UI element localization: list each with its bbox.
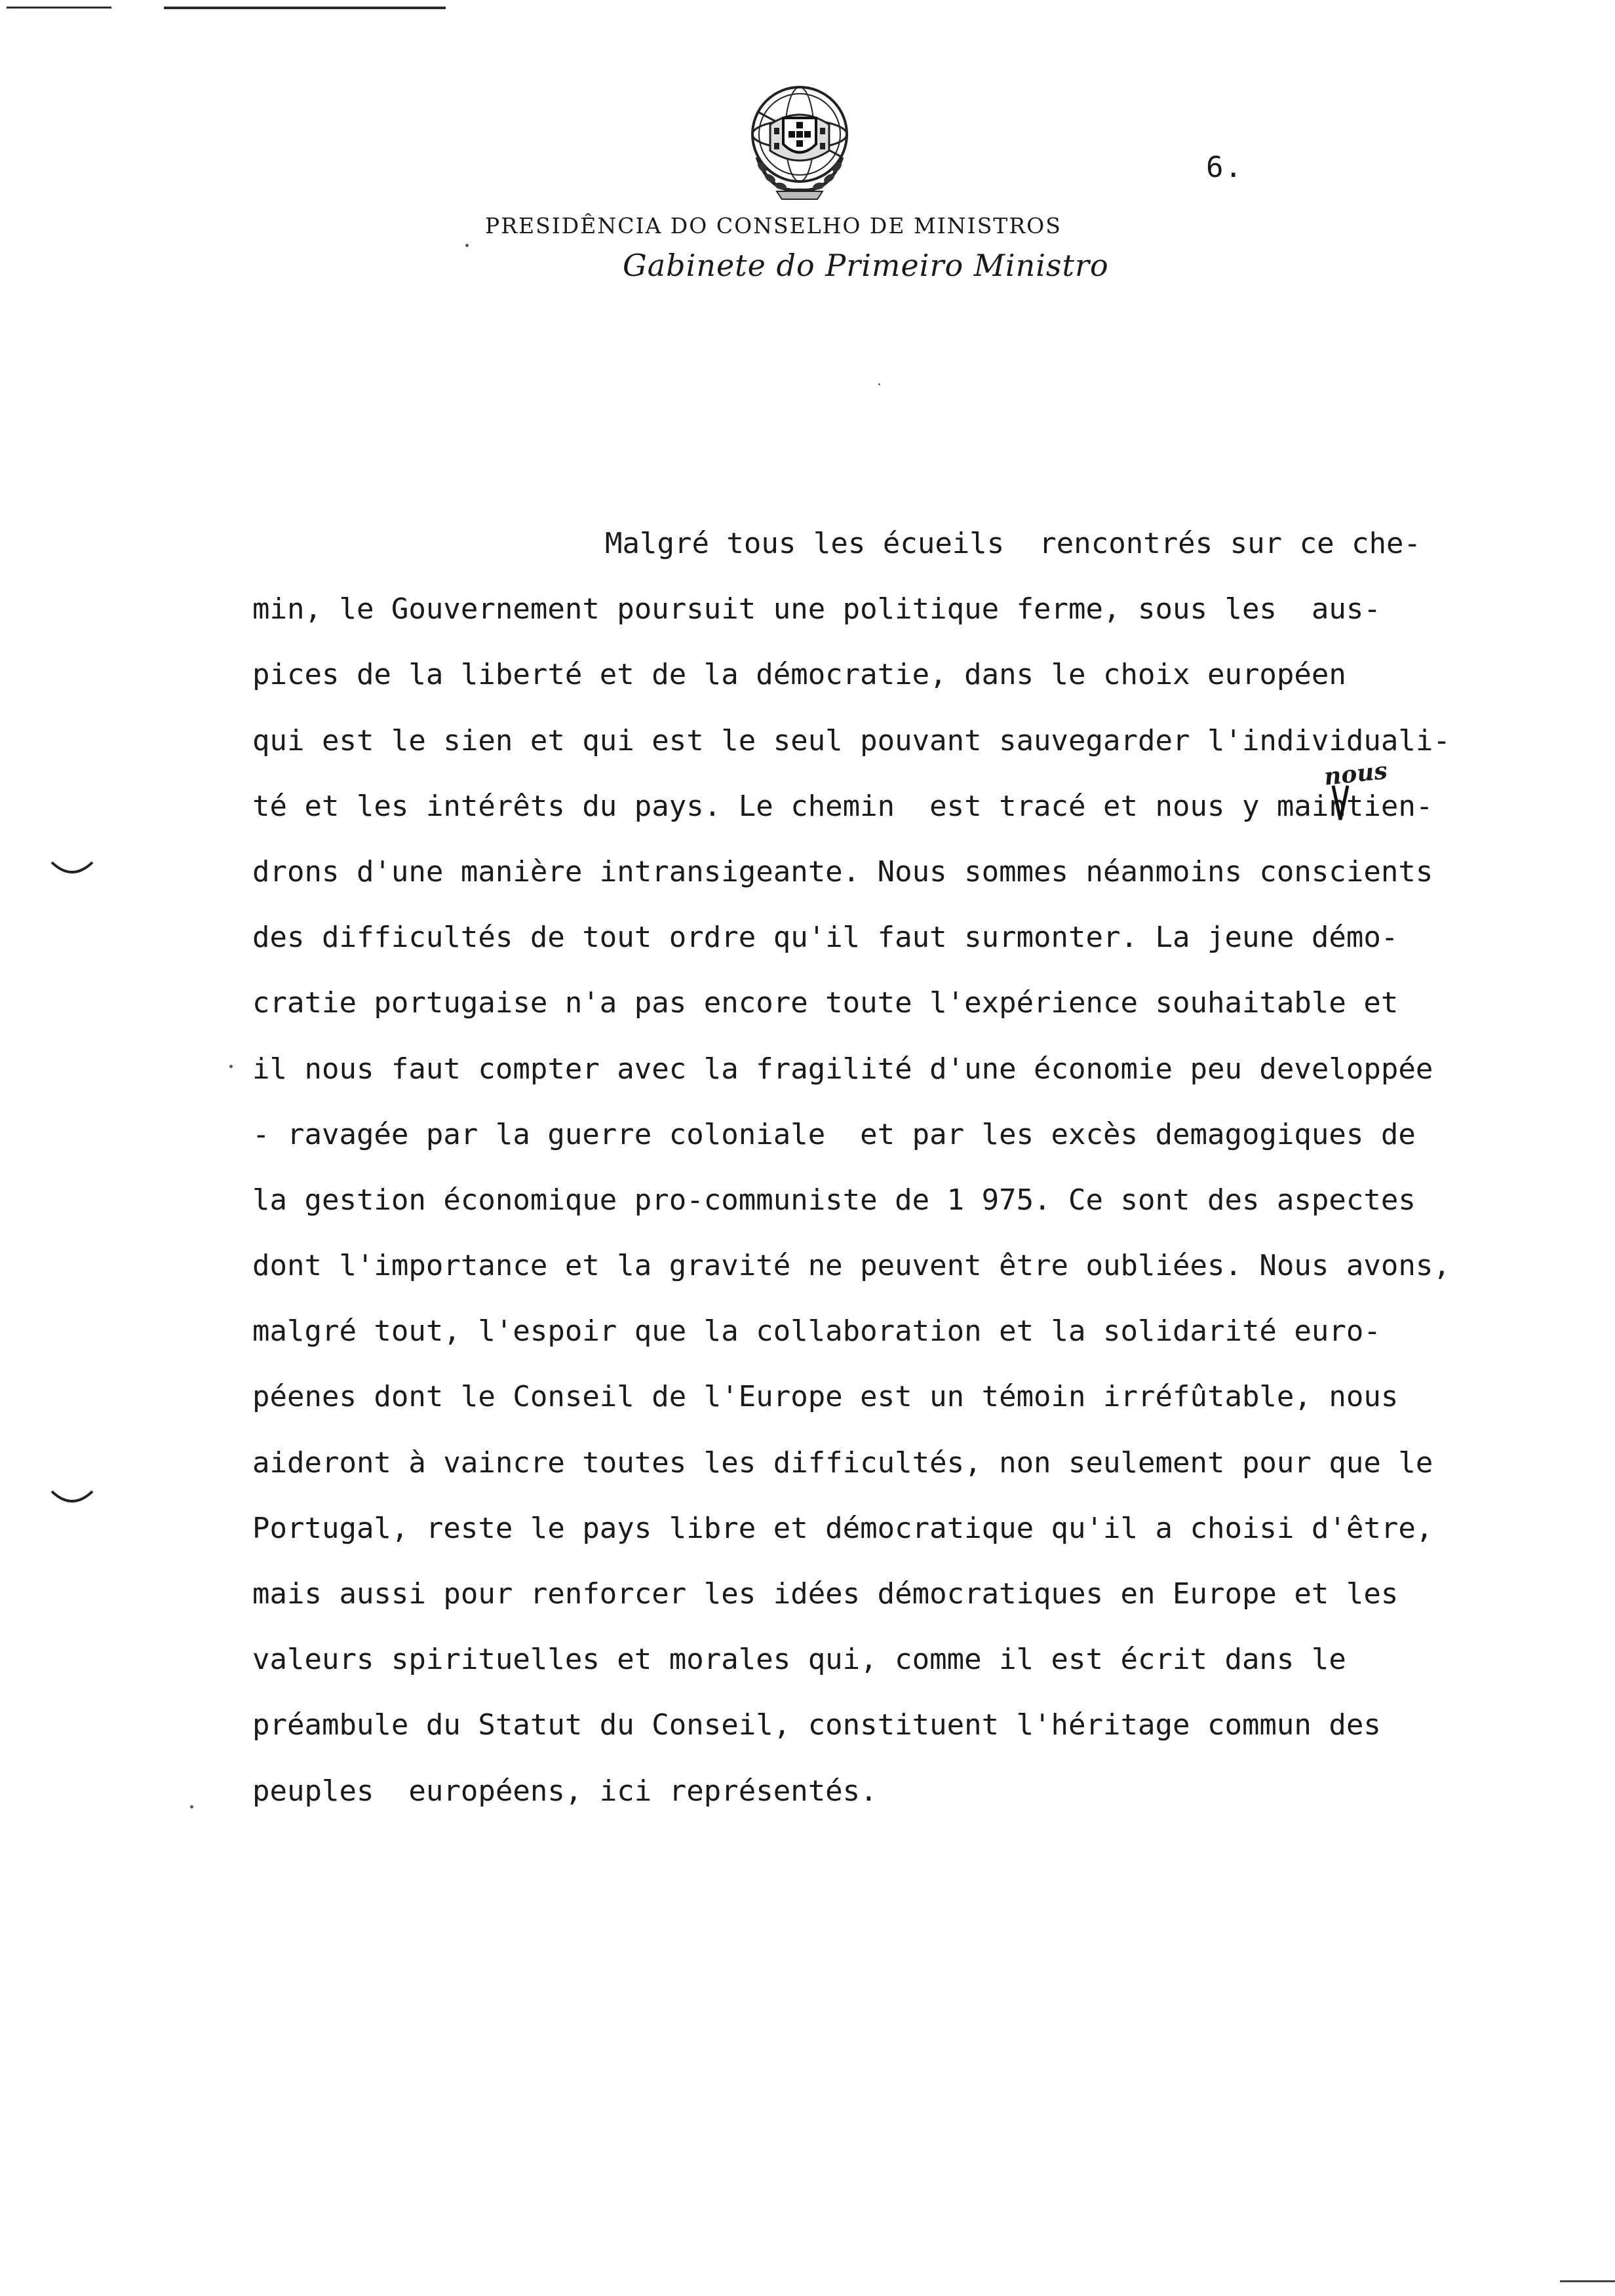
header-subtitle: Gabinete do Primeiro Ministro — [623, 248, 1109, 283]
text-line: pices de la liberté et de la démocratie, dans le choix européen — [252, 658, 1346, 692]
handwritten-correction: nous — [1323, 757, 1389, 791]
corner-smudge — [1560, 2280, 1615, 2282]
text-line: des difficultés de tout ordre qu'il faut surmonter. La jeune démo- — [252, 921, 1399, 955]
text-line: - ravagée par la guerre coloniale et par les excès demagogiques de — [252, 1117, 1416, 1151]
text-line: min, le Gouvernement poursuit une politique ferme, sous les aus- — [252, 592, 1381, 626]
text-line: qui est le sien et qui est le seul pouvant sauvegarder l'individuali- — [252, 723, 1450, 757]
text-line: Malgré tous les écueils rencontrés sur ce che- — [605, 527, 1422, 560]
portuguese-coat-of-arms-icon — [737, 79, 862, 203]
binder-hole-mark-icon — [49, 858, 95, 878]
binder-hole-mark-icon — [49, 1487, 95, 1507]
body-text — [252, 511, 1589, 1824]
page-number: 6. — [1206, 151, 1243, 184]
header-title: PRESIDÊNCIA DO CONSELHO DE MINISTROS — [485, 213, 1062, 239]
top-rule-left — [7, 7, 111, 9]
text-line: dont l'importance et la gravité ne peuvent être oubliées. Nous avons, — [252, 1249, 1450, 1283]
text-line: malgré tout, l'espoir que la collaboration et la solidarité euro- — [252, 1314, 1381, 1349]
text-line: il nous faut compter avec la fragilité d'une économie peu developpée — [252, 1052, 1433, 1086]
text-line: peuples européens, ici représentés. — [252, 1774, 878, 1808]
text-line: Portugal, reste le pays libre et démocratique qu'il a choisi d'être, — [252, 1511, 1433, 1545]
text-line: aideront à vaincre toutes les difficultés, non seulement pour que le — [252, 1445, 1433, 1480]
insertion-caret-icon — [1331, 783, 1350, 822]
text-line: té et les intérêts du pays. Le chemin est tracé et nous y maintien- — [252, 789, 1433, 823]
paper-speck — [465, 244, 469, 247]
text-line: péenes dont le Conseil de l'Europe est un témoin irréfûtable, nous — [252, 1380, 1399, 1414]
text-line: mais aussi pour renforcer les idées démocratiques en Europe et les — [252, 1577, 1399, 1611]
text-line: drons d'une manière intransigeante. Nous sommes néanmoins conscients — [252, 854, 1433, 889]
text-line: la gestion économique pro-communiste de 1 975. Ce sont des aspectes — [252, 1183, 1416, 1217]
text-line: valeurs spirituelles et morales qui, comme il est écrit dans le — [252, 1643, 1346, 1677]
paper-speck — [190, 1805, 193, 1808]
text-line: cratie portugaise n'a pas encore toute l'expérience souhaitable et — [252, 986, 1399, 1020]
text-line: préambule du Statut du Conseil, constituent l'héritage commun des — [252, 1708, 1381, 1742]
paper-speck — [229, 1065, 233, 1068]
top-rule-right — [164, 7, 446, 9]
paper-speck — [878, 383, 880, 385]
